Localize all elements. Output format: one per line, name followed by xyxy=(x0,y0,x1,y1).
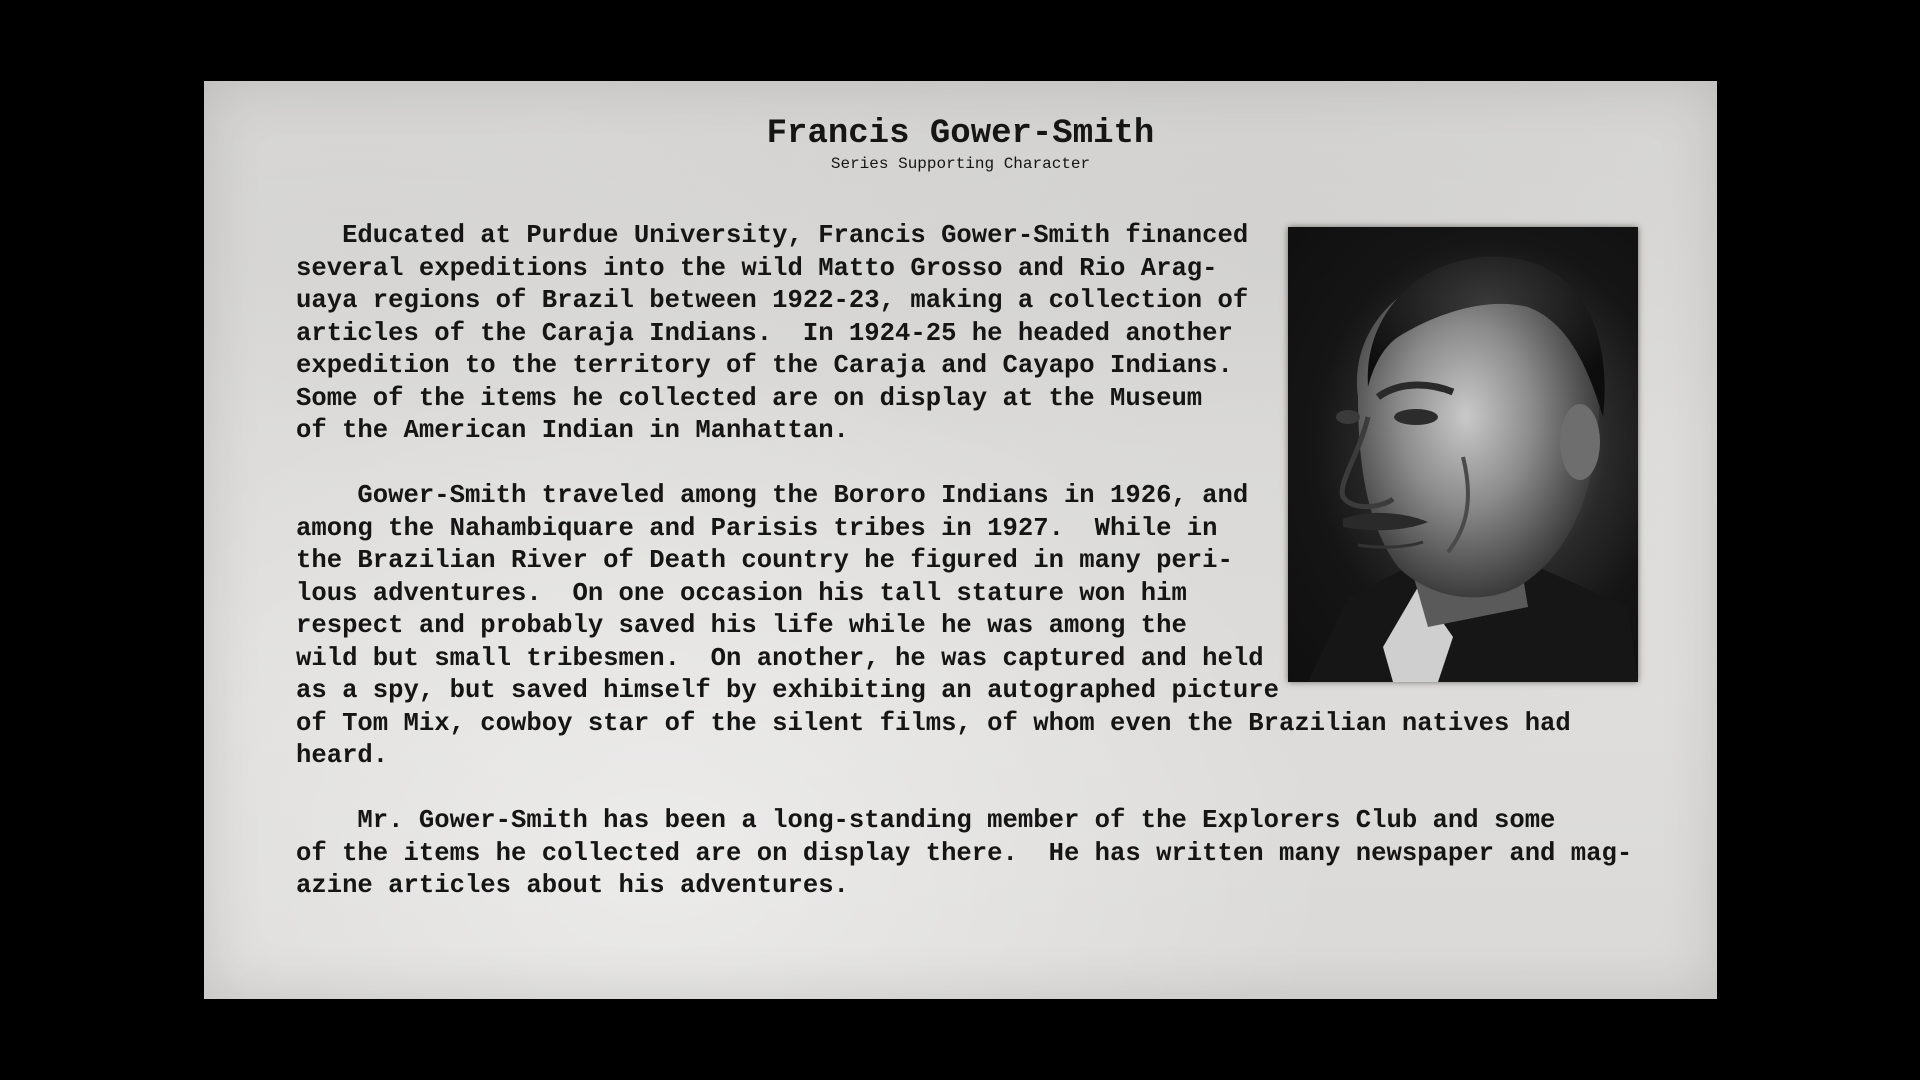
text-line: lous adventures. On one occasion his tall stature won him xyxy=(296,578,1187,608)
text-line: azine articles about his adventures. xyxy=(296,871,849,900)
text-line: articles of the Caraja Indians. In 1924-25 he headed another xyxy=(296,318,1233,348)
document-page xyxy=(204,81,1717,999)
text-line: several expeditions into the wild Matto Grosso and Rio Arag- xyxy=(296,253,1218,283)
text-line: expedition to the territory of the Caraja and Cayapo Indians. xyxy=(296,351,1233,380)
text-line: of the American Indian in Manhattan. xyxy=(296,416,849,445)
text-line: Mr. Gower-Smith has been a long-standing member of the Explorers Club and some xyxy=(296,806,1556,835)
paragraph-1 xyxy=(296,220,1626,448)
text-line: uaya regions of Brazil between 1922-23, making a collection of xyxy=(296,286,1249,315)
biography-text xyxy=(296,220,1633,935)
text-line: of Tom Mix, cowboy star of the silent films, of whom even the Brazilian natives had xyxy=(296,708,1571,738)
page-subtitle: Series Supporting Character xyxy=(830,155,1091,173)
text-line: respect and probably saved his life while he was among the xyxy=(296,611,1187,640)
paragraph-2 xyxy=(296,480,1626,773)
text-line: Some of the items he collected are on display at the Museum xyxy=(296,383,1203,413)
text-line: as a spy, but saved himself by exhibiting an autographed picture xyxy=(296,676,1279,705)
page-title: Francis Gower-Smith xyxy=(766,115,1155,153)
text-line: wild but small tribesmen. On another, he was captured and held xyxy=(296,643,1264,673)
text-line: heard. xyxy=(296,741,389,770)
text-line: of the items he collected are on display there. He has written many newspaper and mag- xyxy=(296,838,1633,868)
paragraph-3 xyxy=(296,805,1633,903)
text-line: the Brazilian River of Death country he figured in many peri- xyxy=(296,546,1233,575)
text-line: Gower-Smith traveled among the Bororo Indians in 1926, and xyxy=(296,481,1249,510)
text-line: Educated at Purdue University, Francis Gower-Smith financed xyxy=(296,221,1249,250)
text-line: among the Nahambiquare and Parisis tribes in 1927. While in xyxy=(296,513,1218,543)
